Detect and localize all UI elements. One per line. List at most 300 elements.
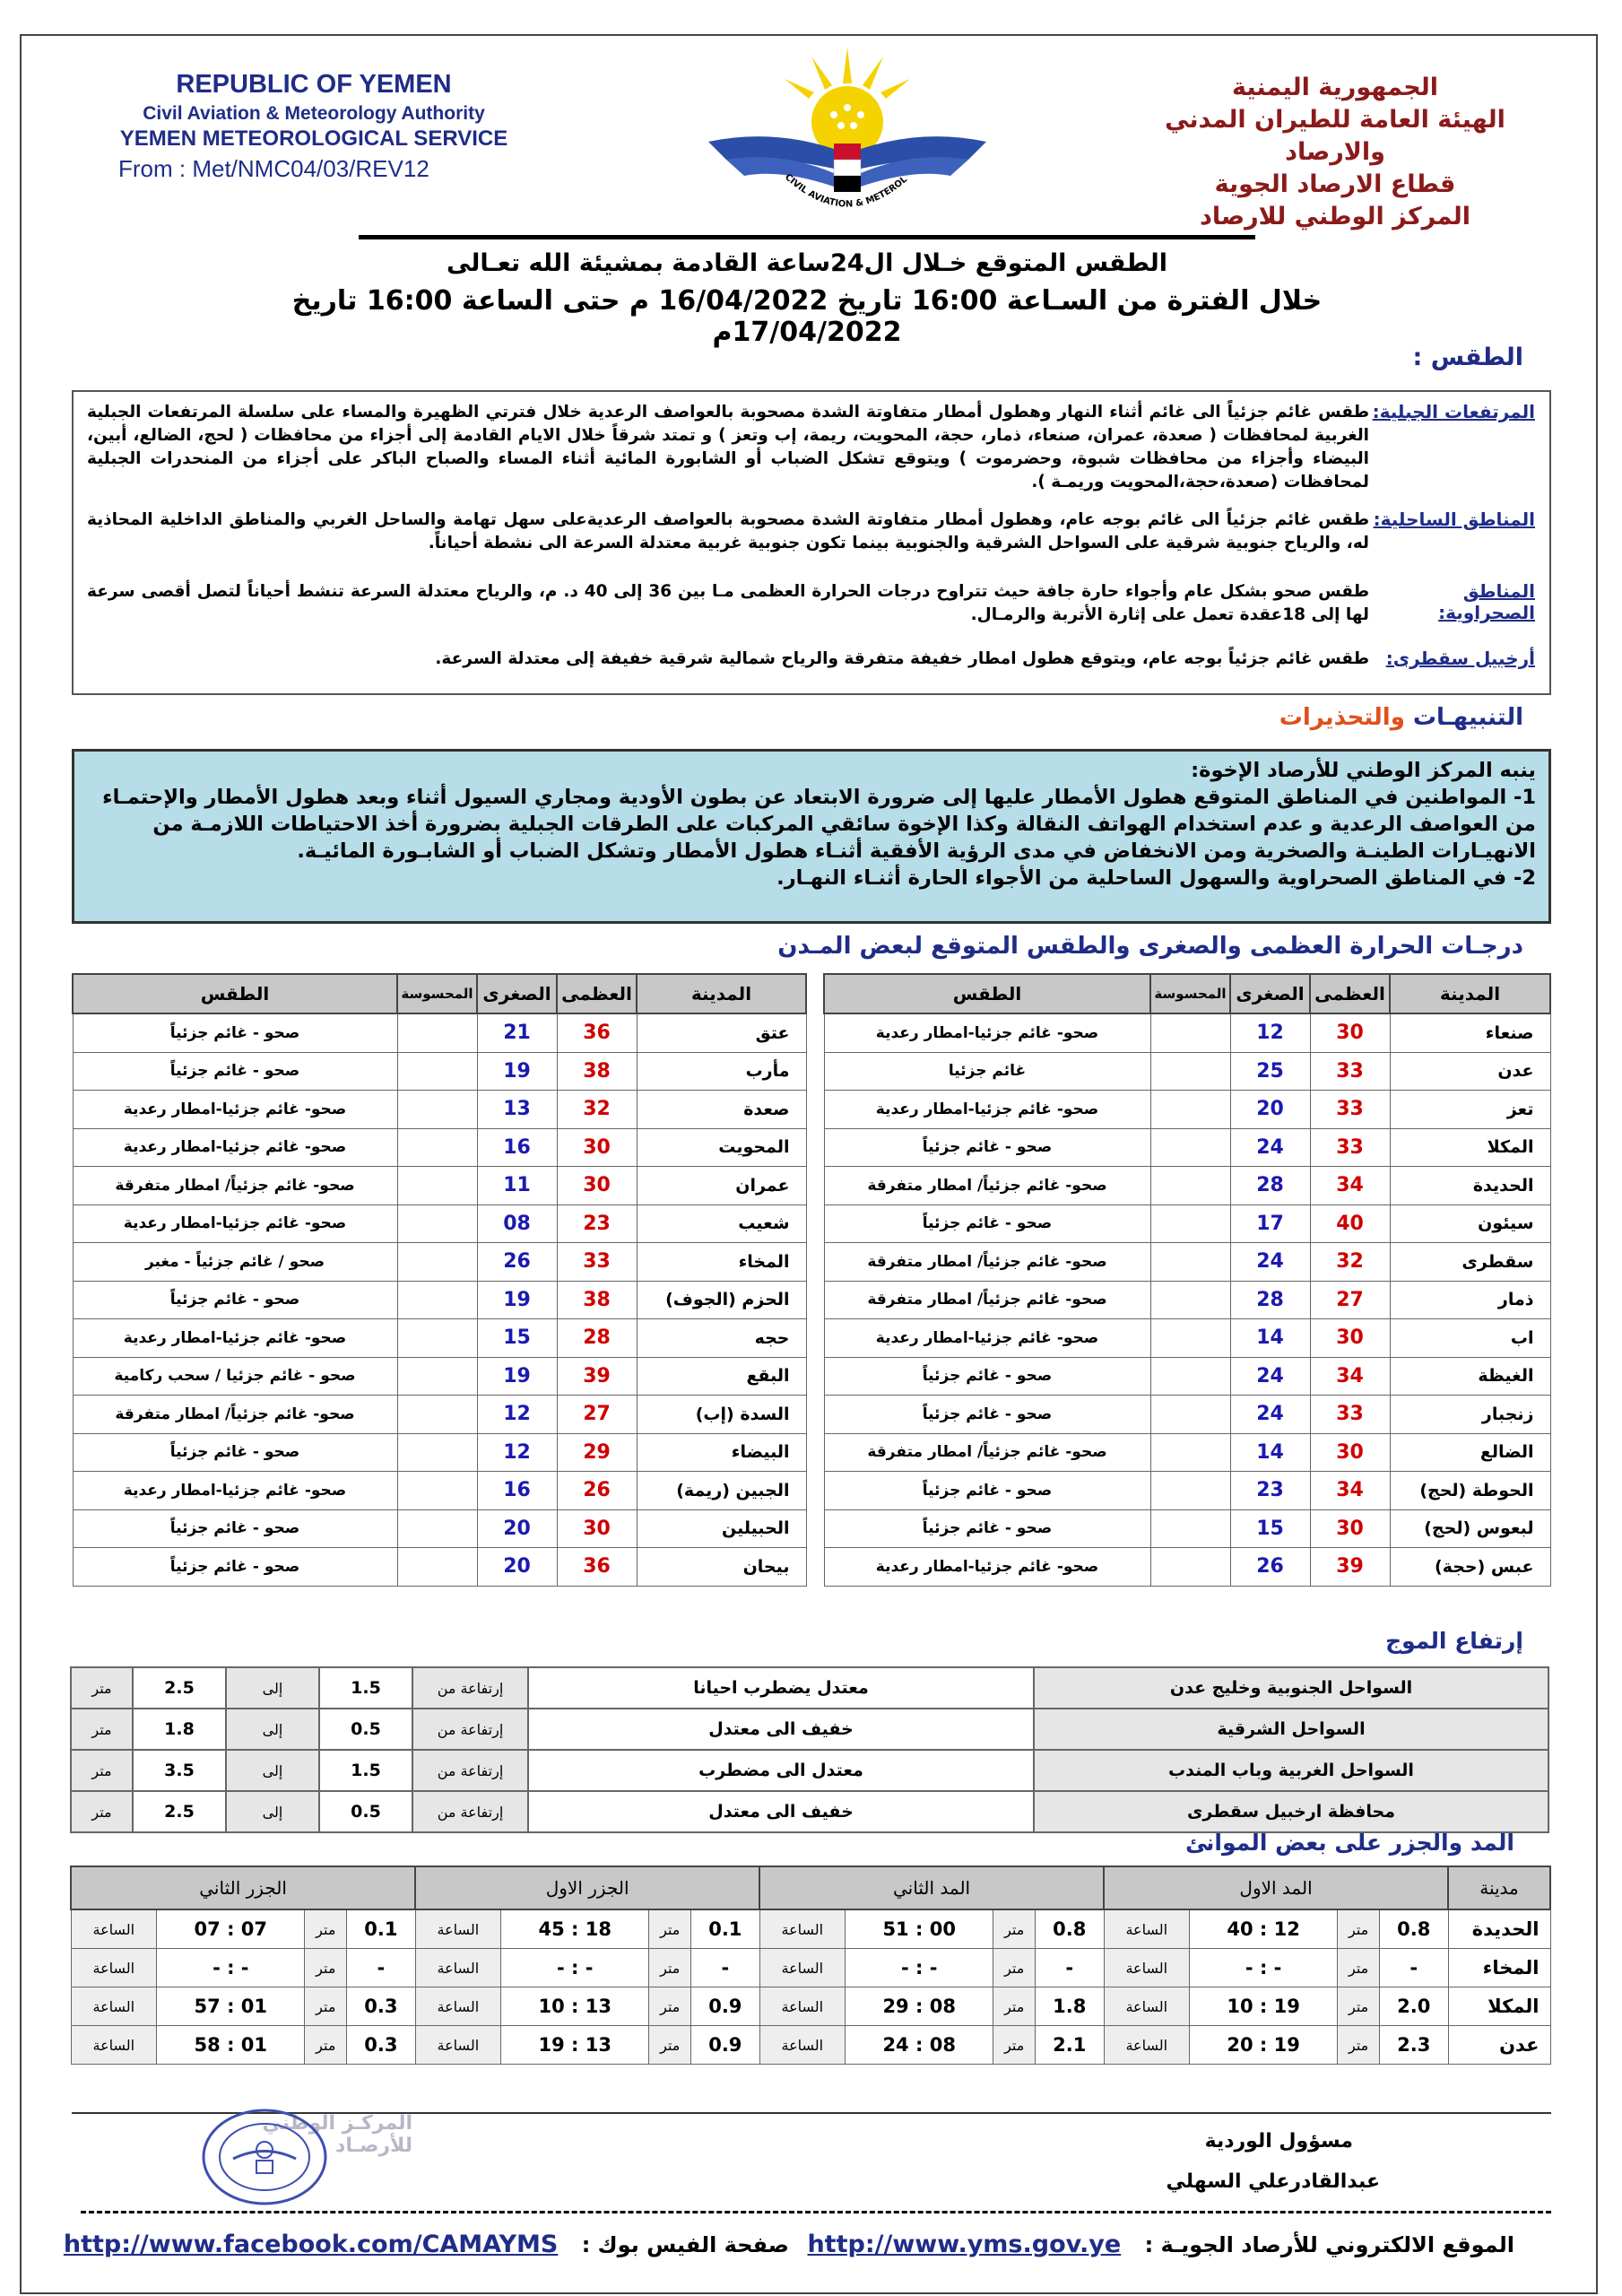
unit-hour: الساعة <box>1104 1909 1189 1949</box>
col-low-tide-1: الجزر الاول <box>415 1866 759 1909</box>
min-temp: 08 <box>477 1205 557 1243</box>
weather-desc: صحو- غائم جزئيا-امطار رعدية <box>73 1319 397 1358</box>
tide-time: 01 : 58 <box>157 2026 305 2065</box>
min-temp: 14 <box>1230 1319 1310 1358</box>
unit-hour: الساعة <box>759 2026 845 2065</box>
logo-emblem-icon <box>699 43 995 231</box>
header-english <box>108 70 520 183</box>
feels-like <box>397 1243 477 1282</box>
weather-desc: صحو - غائم جزئياً <box>824 1509 1150 1548</box>
max-temp: 32 <box>1310 1243 1390 1282</box>
warnings-panel <box>72 749 1551 924</box>
city-name: مأرب <box>637 1052 806 1091</box>
unit-hour: الساعة <box>759 1949 845 1987</box>
weather-desc: صحو - غائم جزئياً <box>824 1396 1150 1434</box>
feels-like <box>1150 1128 1230 1167</box>
form-reference: From : Met/NMC04/03/REV12 <box>118 155 429 182</box>
cities-heading: درجـات الحرارة العظمى والصغرى والطقس المتوقع لبعض المـدن <box>777 933 1523 960</box>
feels-like <box>397 1091 477 1129</box>
min-temp: 24 <box>1230 1128 1310 1167</box>
feels-like <box>397 1205 477 1243</box>
max-temp: 33 <box>1310 1091 1390 1129</box>
sea-state: معتدل الى مضطرب <box>528 1750 1034 1791</box>
feels-like <box>397 1052 477 1091</box>
tide-row <box>71 1987 1550 2026</box>
wave-area: محافظة ارخبيل سقطرى <box>1034 1791 1548 1832</box>
weather-desc: صحو- غائم جزئيا-امطار رعدية <box>73 1205 397 1243</box>
weather-desc: صحو- غائم جزئياً/ امطار متفرقة <box>824 1433 1150 1472</box>
tide-time: 12 : 40 <box>1189 1909 1337 1949</box>
max-temp: 39 <box>1310 1548 1390 1587</box>
min-temp: 20 <box>477 1509 557 1548</box>
min-temp: 28 <box>1230 1281 1310 1319</box>
max-temp: 27 <box>1310 1281 1390 1319</box>
tide-height: 0.3 <box>347 2026 416 2065</box>
min-temp: 24 <box>1230 1357 1310 1396</box>
wave-area: السواحل الغربية وباب المندب <box>1034 1750 1548 1791</box>
authority-name-ar: الهيئة العامة للطيران المدني والارصاد <box>1165 106 1505 166</box>
wave-row <box>71 1750 1548 1791</box>
min-temp: 16 <box>477 1128 557 1167</box>
weather-heading: الطقس : <box>1412 344 1523 371</box>
unit-meter: متر <box>993 2026 1036 2065</box>
max-temp: 33 <box>1310 1052 1390 1091</box>
wave-max: 2.5 <box>133 1791 226 1832</box>
sea-state: معتدل يضطرب احيانا <box>528 1667 1034 1709</box>
tide-height: - <box>1379 1949 1448 1987</box>
city-name: صنعاء <box>1390 1013 1550 1052</box>
col-feel: المحسوسة <box>1150 974 1230 1013</box>
feels-like <box>397 1396 477 1434</box>
tide-time: - : - <box>1189 1949 1337 1987</box>
tide-height: 0.9 <box>691 1987 760 2026</box>
tide-time: 18 : 45 <box>501 1909 649 1949</box>
waves-table <box>70 1666 1549 1833</box>
city-row <box>824 1472 1550 1510</box>
cities-table-right <box>823 973 1551 1587</box>
unit-hour: الساعة <box>759 1987 845 2026</box>
tide-time: - : - <box>157 1949 305 1987</box>
col-high-tide-1: المد الاول <box>1104 1866 1448 1909</box>
port-name: عدن <box>1448 2026 1550 2065</box>
website-label: الموقع الالكتروني للأرصاد الجويـة : <box>1144 2232 1514 2257</box>
city-row <box>824 1433 1550 1472</box>
city-name: اب <box>1390 1319 1550 1358</box>
sector-name-ar: قطاع الارصاد الجوية <box>1214 170 1456 198</box>
service-name-en: YEMEN METEOROLOGICAL SERVICE <box>119 126 508 151</box>
feels-like <box>397 1128 477 1167</box>
max-temp: 34 <box>1310 1472 1390 1510</box>
website-line <box>807 2231 1514 2258</box>
tide-height: 2.0 <box>1379 1987 1448 2026</box>
forecast-title: الطقس المتوقع خـلال ال24ساعة القادمة بمشيئة الله تعـالى <box>446 249 1168 277</box>
min-temp: 19 <box>477 1052 557 1091</box>
feels-like <box>397 1319 477 1358</box>
authority-name-en: Civil Aviation & Meteorology Authority <box>143 103 485 124</box>
city-row <box>73 1243 806 1282</box>
official-stamp <box>179 2103 466 2211</box>
weather-row-coastal <box>87 509 1535 555</box>
unit-hour: الساعة <box>415 2026 500 2065</box>
tide-height: 0.8 <box>1379 1909 1448 1949</box>
city-name: زنجبار <box>1390 1396 1550 1434</box>
weather-desc: صحو - غائم جزئياً <box>824 1357 1150 1396</box>
center-name-ar: المركز الوطني للارصاد <box>1200 203 1470 230</box>
tide-time: 19 : 10 <box>1189 1987 1337 2026</box>
city-name: عدن <box>1390 1052 1550 1091</box>
max-temp: 30 <box>557 1509 637 1548</box>
tide-time: 08 : 24 <box>846 2026 993 2065</box>
city-row <box>824 1548 1550 1587</box>
unit-meter: متر <box>993 1909 1036 1949</box>
max-temp: 30 <box>1310 1509 1390 1548</box>
weather-desc: صحو- غائم جزئيا-امطار رعدية <box>73 1091 397 1129</box>
col-high-tide-2: المد الثاني <box>759 1866 1104 1909</box>
city-row <box>73 1396 806 1434</box>
weather-label: المناطق الساحلية: <box>1373 509 1535 530</box>
city-row <box>73 1281 806 1319</box>
col-city: المدينة <box>637 974 806 1013</box>
wave-max: 1.8 <box>133 1709 226 1750</box>
city-row <box>73 1472 806 1510</box>
unit-hour: الساعة <box>415 1909 500 1949</box>
min-temp: 24 <box>1230 1243 1310 1282</box>
city-row <box>73 1548 806 1587</box>
to-label: إلى <box>226 1750 319 1791</box>
unit-hour: الساعة <box>759 1909 845 1949</box>
max-temp: 30 <box>557 1167 637 1205</box>
tide-height: 1.8 <box>1035 1987 1104 2026</box>
weather-desc: غائم جزئيا <box>824 1052 1150 1091</box>
city-row <box>824 1128 1550 1167</box>
stamp-watermark-text: المركـز الوطني للأرصـاد <box>262 2112 412 2157</box>
wave-row <box>71 1667 1548 1709</box>
city-name: الغيظة <box>1390 1357 1550 1396</box>
weather-desc: صحو- غائم جزئياً/ امطار متفرقة <box>824 1243 1150 1282</box>
city-name: الحديدة <box>1390 1167 1550 1205</box>
warnings-heading <box>1279 704 1523 731</box>
feels-like <box>1150 1548 1230 1587</box>
unit-meter: متر <box>1338 1949 1380 1987</box>
feels-like <box>397 1357 477 1396</box>
weather-desc: صحو - غائم جزئياً <box>73 1548 397 1587</box>
wave-row <box>71 1791 1548 1832</box>
unit-meter: متر <box>993 1987 1036 2026</box>
feels-like <box>397 1472 477 1510</box>
min-temp: 16 <box>477 1472 557 1510</box>
unit-meter: متر <box>1338 1987 1380 2026</box>
weather-text: طقس غائم جزئياً الى غائم أثناء النهار وهطول أمطار متفاوتة الشدة مصحوبة بالعواصف الرعدية خلال فترتي الظهيرة والمساء على سلسلة المرتفعات الجبلية الغربية لمحافظات ( صعدة، عمران، صنعاء، ذمار، حجة، المحويت، ريمة، إب وتعز ) و تمتد شرقاً خلال الايام القادمة إلى أجزاء من محافظات ( لحج، الضالع، أبين، البيضاء وأجزاء من محافظات شبوة، وحضرموت ) ويتوقع تشكل الضباب أو الشابورة المائية أثناء المساء والصباح الباكر على أجزاء من المنحدرات الجبلية لمحافظات (صعدة،حجة،المحويت وريمـة ). <box>87 403 1369 491</box>
weather-desc: صحو - غائم جزئياً <box>824 1128 1150 1167</box>
max-temp: 23 <box>557 1205 637 1243</box>
min-temp: 17 <box>1230 1205 1310 1243</box>
min-temp: 25 <box>1230 1052 1310 1091</box>
col-low-tide-2: الجزر الثاني <box>71 1866 415 1909</box>
to-label: إلى <box>226 1709 319 1750</box>
unit-hour: الساعة <box>1104 1949 1189 1987</box>
max-temp: 33 <box>1310 1396 1390 1434</box>
weather-desc: صحو- غائم جزئياً/ امطار متفرقة <box>824 1167 1150 1205</box>
feels-like <box>1150 1509 1230 1548</box>
city-name: المكلا <box>1390 1128 1550 1167</box>
from-label: إرتفاعة من <box>412 1667 528 1709</box>
wave-max: 2.5 <box>133 1667 226 1709</box>
unit-meter: متر <box>649 2026 691 2065</box>
min-temp: 24 <box>1230 1396 1310 1434</box>
city-name: المخاء <box>637 1243 806 1282</box>
weather-desc: صحو- غائم جزئياً/ امطار متفرقة <box>73 1167 397 1205</box>
max-temp: 26 <box>557 1472 637 1510</box>
feels-like <box>1150 1243 1230 1282</box>
stamp-seal-icon <box>197 2103 332 2211</box>
col-min: الصغرى <box>1230 974 1310 1013</box>
max-temp: 33 <box>1310 1128 1390 1167</box>
authority-logo <box>699 43 995 231</box>
city-row <box>824 1281 1550 1319</box>
weather-desc: صحو- غائم جزئيا-امطار رعدية <box>824 1548 1150 1587</box>
tide-height: 0.9 <box>691 2026 760 2065</box>
wave-area: السواحل الجنوبية وخليج عدن <box>1034 1667 1548 1709</box>
port-name: الحديدة <box>1448 1909 1550 1949</box>
tides-table <box>70 1866 1551 2065</box>
tide-time: 07 : 07 <box>157 1909 305 1949</box>
city-name: المحويت <box>637 1128 806 1167</box>
tide-row <box>71 2026 1550 2065</box>
min-temp: 11 <box>477 1167 557 1205</box>
min-temp: 20 <box>1230 1091 1310 1129</box>
feels-like <box>397 1281 477 1319</box>
feels-like <box>1150 1013 1230 1052</box>
feels-like <box>397 1167 477 1205</box>
feels-like <box>1150 1472 1230 1510</box>
weather-desc: صحو- غائم جزئيا-امطار رعدية <box>824 1013 1150 1052</box>
weather-panel <box>72 390 1551 695</box>
facebook-line <box>63 2231 789 2258</box>
weather-row-desert <box>87 580 1535 627</box>
max-temp: 33 <box>557 1243 637 1282</box>
tide-time: 08 : 29 <box>846 1987 993 2026</box>
warnings-heading-part2: والتحذيرات <box>1279 704 1405 731</box>
weather-row-highlands <box>87 401 1535 494</box>
min-temp: 19 <box>477 1281 557 1319</box>
city-name: بيحان <box>637 1548 806 1587</box>
col-weather: الطقس <box>73 974 397 1013</box>
min-temp: 12 <box>477 1433 557 1472</box>
unit-label: متر <box>71 1791 133 1832</box>
header-arabic <box>1129 72 1541 233</box>
unit-meter: متر <box>305 1909 347 1949</box>
unit-hour: الساعة <box>415 1949 500 1987</box>
feels-like <box>397 1548 477 1587</box>
city-row <box>73 1509 806 1548</box>
city-row <box>824 1052 1550 1091</box>
weather-label: المرتفعات الجبلية: <box>1372 401 1535 422</box>
max-temp: 30 <box>1310 1319 1390 1358</box>
tide-time: 00 : 51 <box>846 1909 993 1949</box>
city-row <box>824 1091 1550 1129</box>
city-name: سقطرى <box>1390 1243 1550 1282</box>
weather-desc: صحو - غائم جزئياً <box>73 1509 397 1548</box>
weather-desc: صحو - غائم جزئيا / سحب ركامية <box>73 1357 397 1396</box>
tide-height: 0.8 <box>1035 1909 1104 1949</box>
feels-like <box>397 1509 477 1548</box>
city-row <box>73 1128 806 1167</box>
min-temp: 13 <box>477 1091 557 1129</box>
country-name-en: REPUBLIC OF YEMEN <box>176 70 452 99</box>
tide-row <box>71 1909 1550 1949</box>
city-name: الحبيلين <box>637 1509 806 1548</box>
min-temp: 12 <box>1230 1013 1310 1052</box>
max-temp: 38 <box>557 1281 637 1319</box>
weather-label: المناطق الصحراوية: <box>1438 580 1535 623</box>
city-row <box>73 1052 806 1091</box>
max-temp: 29 <box>557 1433 637 1472</box>
unit-meter: متر <box>305 1949 347 1987</box>
min-temp: 19 <box>477 1357 557 1396</box>
unit-meter: متر <box>649 1987 691 2026</box>
weather-desc: صحو- غائم جزئيا-امطار رعدية <box>824 1319 1150 1358</box>
min-temp: 14 <box>1230 1433 1310 1472</box>
tide-time: - : - <box>846 1949 993 1987</box>
weather-desc: صحو- غائم جزئياً/ امطار متفرقة <box>824 1281 1150 1319</box>
city-row <box>73 1205 806 1243</box>
facebook-label: صفحة الفيس بوك : <box>581 2232 789 2257</box>
unit-hour: الساعة <box>71 1949 157 1987</box>
feels-like <box>1150 1091 1230 1129</box>
col-max: العظمى <box>1310 974 1390 1013</box>
sea-state: خفيف الى معتدل <box>528 1791 1034 1832</box>
weather-desc: صحو - غائم جزئياً <box>73 1052 397 1091</box>
city-name: حجه <box>637 1319 806 1358</box>
cities-table-left <box>72 973 807 1587</box>
max-temp: 40 <box>1310 1205 1390 1243</box>
city-name: الحزم (الجوف) <box>637 1281 806 1319</box>
min-temp: 23 <box>1230 1472 1310 1510</box>
city-row <box>73 1433 806 1472</box>
warning-intro: ينبه المركز الوطني للأرصاد الإخوة: <box>1191 759 1536 782</box>
tide-time: - : - <box>501 1949 649 1987</box>
country-name-ar: الجمهورية اليمنية <box>1231 74 1439 101</box>
max-temp: 34 <box>1310 1357 1390 1396</box>
city-name: لبعوس (لحج) <box>1390 1509 1550 1548</box>
tide-height: - <box>347 1949 416 1987</box>
min-temp: 21 <box>477 1013 557 1052</box>
weather-label: أرخبيل سقطرى: <box>1385 648 1535 669</box>
tides-heading: المد والجزر على بعض الموانئ <box>1185 1830 1514 1856</box>
col-port: مدينة <box>1448 1866 1550 1909</box>
city-name: شعيب <box>637 1205 806 1243</box>
to-label: إلى <box>226 1791 319 1832</box>
max-temp: 39 <box>557 1357 637 1396</box>
city-name: عتق <box>637 1013 806 1052</box>
unit-meter: متر <box>305 1987 347 2026</box>
warning-item-1: 1- المواطنين في المناطق المتوقع هطول الأمطار عليها إلى ضرورة الابتعاد عن بطون الأودية ومجاري السيول أثناء وبعد هطول الأمطار والإحتمـاء من العواصف الرعدية و عدم استخدام الهواتف النقالة وكذا الإخوة سائقي المركبات على الطرقات الجبلية بضرورة أخذ الاحتياطات اللازمـة من الانهيـارات الطينـة والصخرية ومن الانخفاض في مدى الرؤية الأفقية أثنـاء هطول الأمطار وتشكل الضباب أو الشابـورة المائيـة. <box>102 786 1536 863</box>
city-row <box>824 1357 1550 1396</box>
col-city: المدينة <box>1390 974 1550 1013</box>
unit-hour: الساعة <box>415 1987 500 2026</box>
unit-meter: متر <box>305 2026 347 2065</box>
city-name: الجبين (ريمة) <box>637 1472 806 1510</box>
weather-desc: صحو- غائم جزئيا-امطار رعدية <box>73 1128 397 1167</box>
to-label: إلى <box>226 1667 319 1709</box>
max-temp: 36 <box>557 1013 637 1052</box>
tide-time: 01 : 57 <box>157 1987 305 2026</box>
city-row <box>73 1091 806 1129</box>
waves-heading: إرتفاع الموج <box>1385 1628 1523 1654</box>
unit-meter: متر <box>1338 1909 1380 1949</box>
feels-like <box>1150 1281 1230 1319</box>
city-row <box>824 1319 1550 1358</box>
weather-desc: صحو - غائم جزئياً <box>73 1433 397 1472</box>
feels-like <box>1150 1396 1230 1434</box>
weather-desc: صحو- غائم جزئيا-امطار رعدية <box>73 1472 397 1510</box>
col-max: العظمى <box>557 974 637 1013</box>
city-name: الضالع <box>1390 1433 1550 1472</box>
unit-meter: متر <box>649 1909 691 1949</box>
tide-height: 2.1 <box>1035 2026 1104 2065</box>
header-divider <box>359 235 1255 239</box>
max-temp: 28 <box>557 1319 637 1358</box>
logo-ring-text-en: CIVIL AVIATION & METEROL <box>783 172 909 210</box>
tide-height: 2.3 <box>1379 2026 1448 2065</box>
unit-meter: متر <box>993 1949 1036 1987</box>
wave-row <box>71 1709 1548 1750</box>
weather-desc: صحو - غائم جزئياً <box>824 1205 1150 1243</box>
city-row <box>824 1167 1550 1205</box>
feels-like <box>1150 1433 1230 1472</box>
unit-meter: متر <box>1338 2026 1380 2065</box>
from-label: إرتفاعة من <box>412 1709 528 1750</box>
unit-label: متر <box>71 1667 133 1709</box>
min-temp: 12 <box>477 1396 557 1434</box>
weather-desc: صحو - غائم جزئياً <box>73 1281 397 1319</box>
website-link[interactable]: http://www.yms.gov.ye <box>807 2231 1122 2258</box>
col-min: الصغرى <box>477 974 557 1013</box>
facebook-link[interactable]: http://www.facebook.com/CAMAYMS <box>63 2231 559 2258</box>
city-name: ذمار <box>1390 1281 1550 1319</box>
feels-like <box>397 1013 477 1052</box>
weather-desc: صحو- غائم جزئيا-امطار رعدية <box>824 1091 1150 1129</box>
city-row <box>73 1357 806 1396</box>
min-temp: 26 <box>477 1243 557 1282</box>
feels-like <box>1150 1319 1230 1358</box>
weather-desc: صحو- غائم جزئياً/ امطار متفرقة <box>73 1396 397 1434</box>
wave-area: السواحل الشرقية <box>1034 1709 1548 1750</box>
wave-min: 0.5 <box>319 1791 412 1832</box>
city-name: تعز <box>1390 1091 1550 1129</box>
city-row <box>824 1013 1550 1052</box>
tide-height: - <box>691 1949 760 1987</box>
weather-desc: صحو - غائم جزئياً <box>824 1472 1150 1510</box>
warnings-heading-part1: التنبيهـات <box>1404 704 1523 731</box>
port-name: المكلا <box>1448 1987 1550 2026</box>
max-temp: 30 <box>1310 1013 1390 1052</box>
from-label: إرتفاعة من <box>412 1750 528 1791</box>
tide-row <box>71 1949 1550 1987</box>
tide-height: 0.1 <box>691 1909 760 1949</box>
city-name: سيئون <box>1390 1205 1550 1243</box>
max-temp: 30 <box>557 1128 637 1167</box>
min-temp: 15 <box>1230 1509 1310 1548</box>
duty-officer-title: مسؤول الوردية <box>1204 2130 1353 2152</box>
min-temp: 15 <box>477 1319 557 1358</box>
wave-min: 1.5 <box>319 1667 412 1709</box>
feels-like <box>1150 1357 1230 1396</box>
tide-time: 13 : 19 <box>501 2026 649 2065</box>
weather-text: طقس غائم جزئياً الى غائم بوجه عام، وهطول أمطار متفاوتة الشدة مصحوبة بالعواصف الرعديةعلى سهل تهامة والساحل الغربي والمناطق الداخلية المحاذية له، والرياح جنوبية شرقية على السواحل الشرقية والجنوبية بينما تكون جنوبية غربية معتدلة السرعة الى نشطة أحياناً. <box>87 510 1369 552</box>
city-row <box>73 1167 806 1205</box>
max-temp: 34 <box>1310 1167 1390 1205</box>
